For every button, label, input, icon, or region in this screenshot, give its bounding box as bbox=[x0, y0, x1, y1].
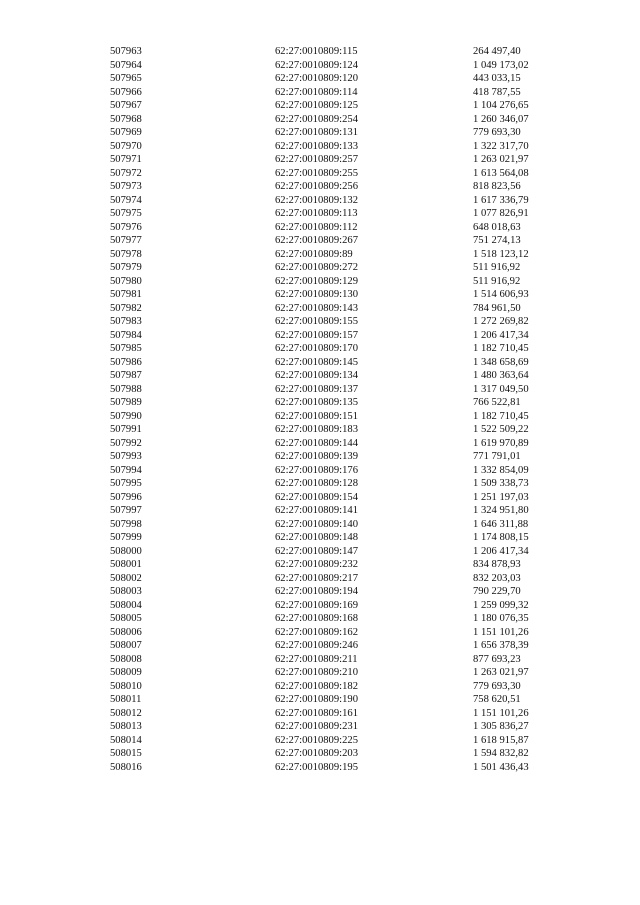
table-row bbox=[110, 248, 550, 262]
record-number-cell: 507999 bbox=[110, 532, 142, 543]
value-cell: 1 305 836,27 bbox=[473, 721, 529, 732]
value-cell: 511 916,92 bbox=[473, 275, 521, 287]
record-number-cell: 507974 bbox=[110, 194, 142, 206]
table-row bbox=[110, 761, 550, 775]
record-number-cell: 507987 bbox=[110, 370, 142, 381]
table-row bbox=[110, 302, 550, 316]
value-cell: 818 823,56 bbox=[473, 181, 521, 192]
table-row bbox=[110, 329, 550, 343]
record-number-cell: 508005 bbox=[110, 613, 142, 624]
table-row bbox=[110, 396, 550, 410]
cadastral-number-cell: 62:27:0010809:255 bbox=[275, 167, 358, 179]
table-row bbox=[110, 383, 550, 397]
table-row bbox=[110, 558, 550, 572]
table-row bbox=[110, 140, 550, 154]
value-cell: 1 613 564,08 bbox=[473, 167, 529, 179]
record-number-cell: 508003 bbox=[110, 586, 142, 597]
record-number-cell: 507967 bbox=[110, 100, 142, 111]
value-cell: 771 791,01 bbox=[473, 451, 521, 462]
value-cell: 779 693,30 bbox=[473, 127, 521, 138]
value-cell: 1 619 970,89 bbox=[473, 437, 529, 449]
value-cell: 1 509 338,73 bbox=[473, 478, 529, 489]
record-number-cell: 507996 bbox=[110, 491, 142, 503]
value-cell: 1 324 951,80 bbox=[473, 505, 529, 516]
value-cell: 443 033,15 bbox=[473, 73, 521, 84]
record-number-cell: 508015 bbox=[110, 748, 142, 759]
cadastral-number-cell: 62:27:0010809:147 bbox=[275, 545, 358, 557]
record-number-cell: 507969 bbox=[110, 127, 142, 138]
table-row bbox=[110, 450, 550, 464]
value-cell: 1 272 269,82 bbox=[473, 316, 529, 327]
value-cell: 758 620,51 bbox=[473, 694, 521, 705]
table-row bbox=[110, 734, 550, 748]
cadastral-number-cell: 62:27:0010809:125 bbox=[275, 100, 358, 111]
table-row bbox=[110, 261, 550, 275]
cadastral-number-cell: 62:27:0010809:145 bbox=[275, 356, 358, 368]
table-row bbox=[110, 194, 550, 208]
value-cell: 1 332 854,09 bbox=[473, 464, 529, 476]
table-row bbox=[110, 356, 550, 370]
cadastral-number-cell: 62:27:0010809:132 bbox=[275, 194, 358, 206]
cadastral-number-cell: 62:27:0010809:135 bbox=[275, 397, 358, 408]
record-number-cell: 507976 bbox=[110, 221, 142, 233]
cadastral-number-cell: 62:27:0010809:203 bbox=[275, 748, 358, 759]
table-row bbox=[110, 315, 550, 329]
table-row bbox=[110, 410, 550, 424]
record-number-cell: 507975 bbox=[110, 208, 142, 219]
cadastral-number-cell: 62:27:0010809:194 bbox=[275, 586, 358, 597]
cadastral-number-cell: 62:27:0010809:131 bbox=[275, 127, 358, 138]
record-number-cell: 508014 bbox=[110, 734, 142, 746]
record-number-cell: 507991 bbox=[110, 424, 142, 435]
record-number-cell: 507989 bbox=[110, 397, 142, 408]
record-number-cell: 507994 bbox=[110, 464, 142, 476]
cadastral-number-cell: 62:27:0010809:256 bbox=[275, 181, 358, 192]
table-row bbox=[110, 747, 550, 761]
cadastral-number-cell: 62:27:0010809:162 bbox=[275, 626, 358, 638]
value-cell: 1 618 915,87 bbox=[473, 734, 529, 746]
value-cell: 1 206 417,34 bbox=[473, 329, 529, 341]
cadastral-number-cell: 62:27:0010809:195 bbox=[275, 761, 358, 773]
cadastral-number-cell: 62:27:0010809:143 bbox=[275, 302, 358, 314]
table-row bbox=[110, 599, 550, 613]
value-cell: 1 259 099,32 bbox=[473, 599, 529, 611]
cadastral-number-cell: 62:27:0010809:89 bbox=[275, 248, 353, 260]
cadastral-number-cell: 62:27:0010809:217 bbox=[275, 572, 358, 584]
record-number-cell: 508016 bbox=[110, 761, 142, 773]
value-cell: 1 656 378,39 bbox=[473, 640, 529, 651]
cadastral-number-cell: 62:27:0010809:246 bbox=[275, 640, 358, 651]
table-row bbox=[110, 45, 550, 59]
cadastral-number-cell: 62:27:0010809:120 bbox=[275, 73, 358, 84]
table-row bbox=[110, 180, 550, 194]
value-cell: 766 522,81 bbox=[473, 397, 521, 408]
table-row bbox=[110, 518, 550, 532]
table-row bbox=[110, 369, 550, 383]
value-cell: 1 206 417,34 bbox=[473, 545, 529, 557]
table-row bbox=[110, 707, 550, 721]
value-cell: 784 961,50 bbox=[473, 302, 521, 314]
value-cell: 418 787,55 bbox=[473, 86, 521, 98]
value-cell: 1 617 336,79 bbox=[473, 194, 529, 206]
value-cell: 1 594 832,82 bbox=[473, 748, 529, 759]
cadastral-number-cell: 62:27:0010809:272 bbox=[275, 262, 358, 273]
table-row bbox=[110, 234, 550, 248]
record-number-cell: 507981 bbox=[110, 289, 142, 300]
table-row bbox=[110, 464, 550, 478]
table-row bbox=[110, 59, 550, 73]
value-cell: 834 878,93 bbox=[473, 559, 521, 570]
cadastral-number-cell: 62:27:0010809:225 bbox=[275, 734, 358, 746]
record-number-cell: 507988 bbox=[110, 383, 142, 395]
cadastral-number-cell: 62:27:0010809:154 bbox=[275, 491, 358, 503]
record-number-cell: 507982 bbox=[110, 302, 142, 314]
table-row bbox=[110, 720, 550, 734]
data-table bbox=[110, 45, 550, 774]
record-number-cell: 507973 bbox=[110, 181, 142, 192]
record-number-cell: 507986 bbox=[110, 356, 142, 368]
cadastral-number-cell: 62:27:0010809:133 bbox=[275, 140, 358, 152]
cadastral-number-cell: 62:27:0010809:130 bbox=[275, 289, 358, 300]
cadastral-number-cell: 62:27:0010809:267 bbox=[275, 235, 358, 246]
value-cell: 1 322 317,70 bbox=[473, 140, 529, 152]
value-cell: 1 174 808,15 bbox=[473, 532, 529, 543]
table-row bbox=[110, 423, 550, 437]
cadastral-number-cell: 62:27:0010809:176 bbox=[275, 464, 358, 476]
table-row bbox=[110, 585, 550, 599]
value-cell: 1 182 710,45 bbox=[473, 410, 529, 422]
record-number-cell: 507998 bbox=[110, 518, 142, 530]
record-number-cell: 507979 bbox=[110, 262, 142, 273]
table-row bbox=[110, 545, 550, 559]
cadastral-number-cell: 62:27:0010809:124 bbox=[275, 59, 358, 71]
record-number-cell: 508008 bbox=[110, 653, 142, 665]
value-cell: 1 518 123,12 bbox=[473, 248, 529, 260]
record-number-cell: 508010 bbox=[110, 680, 142, 692]
table-row bbox=[110, 342, 550, 356]
value-cell: 1 049 173,02 bbox=[473, 59, 529, 71]
value-cell: 1 180 076,35 bbox=[473, 613, 529, 624]
table-row bbox=[110, 153, 550, 167]
cadastral-number-cell: 62:27:0010809:232 bbox=[275, 559, 358, 570]
value-cell: 1 348 658,69 bbox=[473, 356, 529, 368]
record-number-cell: 508006 bbox=[110, 626, 142, 638]
cadastral-number-cell: 62:27:0010809:139 bbox=[275, 451, 358, 462]
record-number-cell: 507970 bbox=[110, 140, 142, 152]
record-number-cell: 507984 bbox=[110, 329, 142, 341]
value-cell: 779 693,30 bbox=[473, 680, 521, 692]
table-row bbox=[110, 639, 550, 653]
record-number-cell: 507971 bbox=[110, 154, 142, 165]
cadastral-number-cell: 62:27:0010809:137 bbox=[275, 383, 358, 395]
cadastral-number-cell: 62:27:0010809:128 bbox=[275, 478, 358, 489]
value-cell: 1 182 710,45 bbox=[473, 343, 529, 354]
table-row bbox=[110, 126, 550, 140]
table-row bbox=[110, 477, 550, 491]
value-cell: 264 497,40 bbox=[473, 46, 521, 57]
value-cell: 1 104 276,65 bbox=[473, 100, 529, 111]
cadastral-number-cell: 62:27:0010809:151 bbox=[275, 410, 358, 422]
value-cell: 511 916,92 bbox=[473, 262, 521, 273]
record-number-cell: 507972 bbox=[110, 167, 142, 179]
cadastral-number-cell: 62:27:0010809:190 bbox=[275, 694, 358, 705]
cadastral-number-cell: 62:27:0010809:134 bbox=[275, 370, 358, 381]
record-number-cell: 507997 bbox=[110, 505, 142, 516]
table-row bbox=[110, 207, 550, 221]
record-number-cell: 508012 bbox=[110, 707, 142, 719]
cadastral-number-cell: 62:27:0010809:157 bbox=[275, 329, 358, 341]
value-cell: 1 522 509,22 bbox=[473, 424, 529, 435]
table-row bbox=[110, 666, 550, 680]
record-number-cell: 507995 bbox=[110, 478, 142, 489]
cadastral-number-cell: 62:27:0010809:210 bbox=[275, 667, 358, 678]
cadastral-number-cell: 62:27:0010809:183 bbox=[275, 424, 358, 435]
table-row bbox=[110, 288, 550, 302]
record-number-cell: 507968 bbox=[110, 113, 142, 125]
value-cell: 1 646 311,88 bbox=[473, 518, 529, 530]
table-row bbox=[110, 72, 550, 86]
cadastral-number-cell: 62:27:0010809:141 bbox=[275, 505, 358, 516]
value-cell: 832 203,03 bbox=[473, 572, 521, 584]
cadastral-number-cell: 62:27:0010809:161 bbox=[275, 707, 358, 719]
value-cell: 1 077 826,91 bbox=[473, 208, 529, 219]
cadastral-number-cell: 62:27:0010809:113 bbox=[275, 208, 358, 219]
record-number-cell: 507993 bbox=[110, 451, 142, 462]
table-row bbox=[110, 693, 550, 707]
cadastral-number-cell: 62:27:0010809:140 bbox=[275, 518, 358, 530]
table-row bbox=[110, 167, 550, 181]
cadastral-number-cell: 62:27:0010809:254 bbox=[275, 113, 358, 125]
value-cell: 1 251 197,03 bbox=[473, 491, 529, 503]
value-cell: 1 514 606,93 bbox=[473, 289, 529, 300]
table-row bbox=[110, 572, 550, 586]
value-cell: 751 274,13 bbox=[473, 235, 521, 246]
cadastral-number-cell: 62:27:0010809:211 bbox=[275, 653, 358, 665]
cadastral-number-cell: 62:27:0010809:129 bbox=[275, 275, 358, 287]
cadastral-number-cell: 62:27:0010809:182 bbox=[275, 680, 358, 692]
value-cell: 1 151 101,26 bbox=[473, 626, 529, 638]
record-number-cell: 508004 bbox=[110, 599, 142, 611]
table-row bbox=[110, 99, 550, 113]
record-number-cell: 508002 bbox=[110, 572, 142, 584]
cadastral-number-cell: 62:27:0010809:170 bbox=[275, 343, 358, 354]
record-number-cell: 508011 bbox=[110, 694, 142, 705]
table-row bbox=[110, 626, 550, 640]
cadastral-number-cell: 62:27:0010809:115 bbox=[275, 46, 358, 57]
table-row bbox=[110, 680, 550, 694]
cadastral-number-cell: 62:27:0010809:144 bbox=[275, 437, 358, 449]
value-cell: 1 317 049,50 bbox=[473, 383, 529, 395]
record-number-cell: 507983 bbox=[110, 316, 142, 327]
record-number-cell: 507985 bbox=[110, 343, 142, 354]
table-row bbox=[110, 612, 550, 626]
record-number-cell: 508001 bbox=[110, 559, 142, 570]
value-cell: 648 018,63 bbox=[473, 221, 521, 233]
cadastral-number-cell: 62:27:0010809:112 bbox=[275, 221, 358, 233]
record-number-cell: 508007 bbox=[110, 640, 142, 651]
value-cell: 1 263 021,97 bbox=[473, 154, 529, 165]
record-number-cell: 507965 bbox=[110, 73, 142, 84]
record-number-cell: 507992 bbox=[110, 437, 142, 449]
record-number-cell: 507963 bbox=[110, 46, 142, 57]
record-number-cell: 508013 bbox=[110, 721, 142, 732]
record-number-cell: 507990 bbox=[110, 410, 142, 422]
cadastral-number-cell: 62:27:0010809:168 bbox=[275, 613, 358, 624]
record-number-cell: 508009 bbox=[110, 667, 142, 678]
value-cell: 1 501 436,43 bbox=[473, 761, 529, 773]
table-row bbox=[110, 504, 550, 518]
cadastral-number-cell: 62:27:0010809:114 bbox=[275, 86, 358, 98]
value-cell: 1 151 101,26 bbox=[473, 707, 529, 719]
value-cell: 1 480 363,64 bbox=[473, 370, 529, 381]
cadastral-number-cell: 62:27:0010809:231 bbox=[275, 721, 358, 732]
table-row bbox=[110, 531, 550, 545]
value-cell: 877 693,23 bbox=[473, 653, 521, 665]
table-row bbox=[110, 86, 550, 100]
cadastral-number-cell: 62:27:0010809:169 bbox=[275, 599, 358, 611]
table-row bbox=[110, 653, 550, 667]
cadastral-number-cell: 62:27:0010809:155 bbox=[275, 316, 358, 327]
cadastral-number-cell: 62:27:0010809:148 bbox=[275, 532, 358, 543]
record-number-cell: 507964 bbox=[110, 59, 142, 71]
record-number-cell: 507980 bbox=[110, 275, 142, 287]
value-cell: 1 260 346,07 bbox=[473, 113, 529, 125]
table-row bbox=[110, 437, 550, 451]
record-number-cell: 508000 bbox=[110, 545, 142, 557]
table-row bbox=[110, 113, 550, 127]
cadastral-number-cell: 62:27:0010809:257 bbox=[275, 154, 358, 165]
value-cell: 790 229,70 bbox=[473, 586, 521, 597]
table-row bbox=[110, 221, 550, 235]
record-number-cell: 507977 bbox=[110, 235, 142, 246]
table-row bbox=[110, 275, 550, 289]
table-row bbox=[110, 491, 550, 505]
record-number-cell: 507978 bbox=[110, 248, 142, 260]
record-number-cell: 507966 bbox=[110, 86, 142, 98]
value-cell: 1 263 021,97 bbox=[473, 667, 529, 678]
